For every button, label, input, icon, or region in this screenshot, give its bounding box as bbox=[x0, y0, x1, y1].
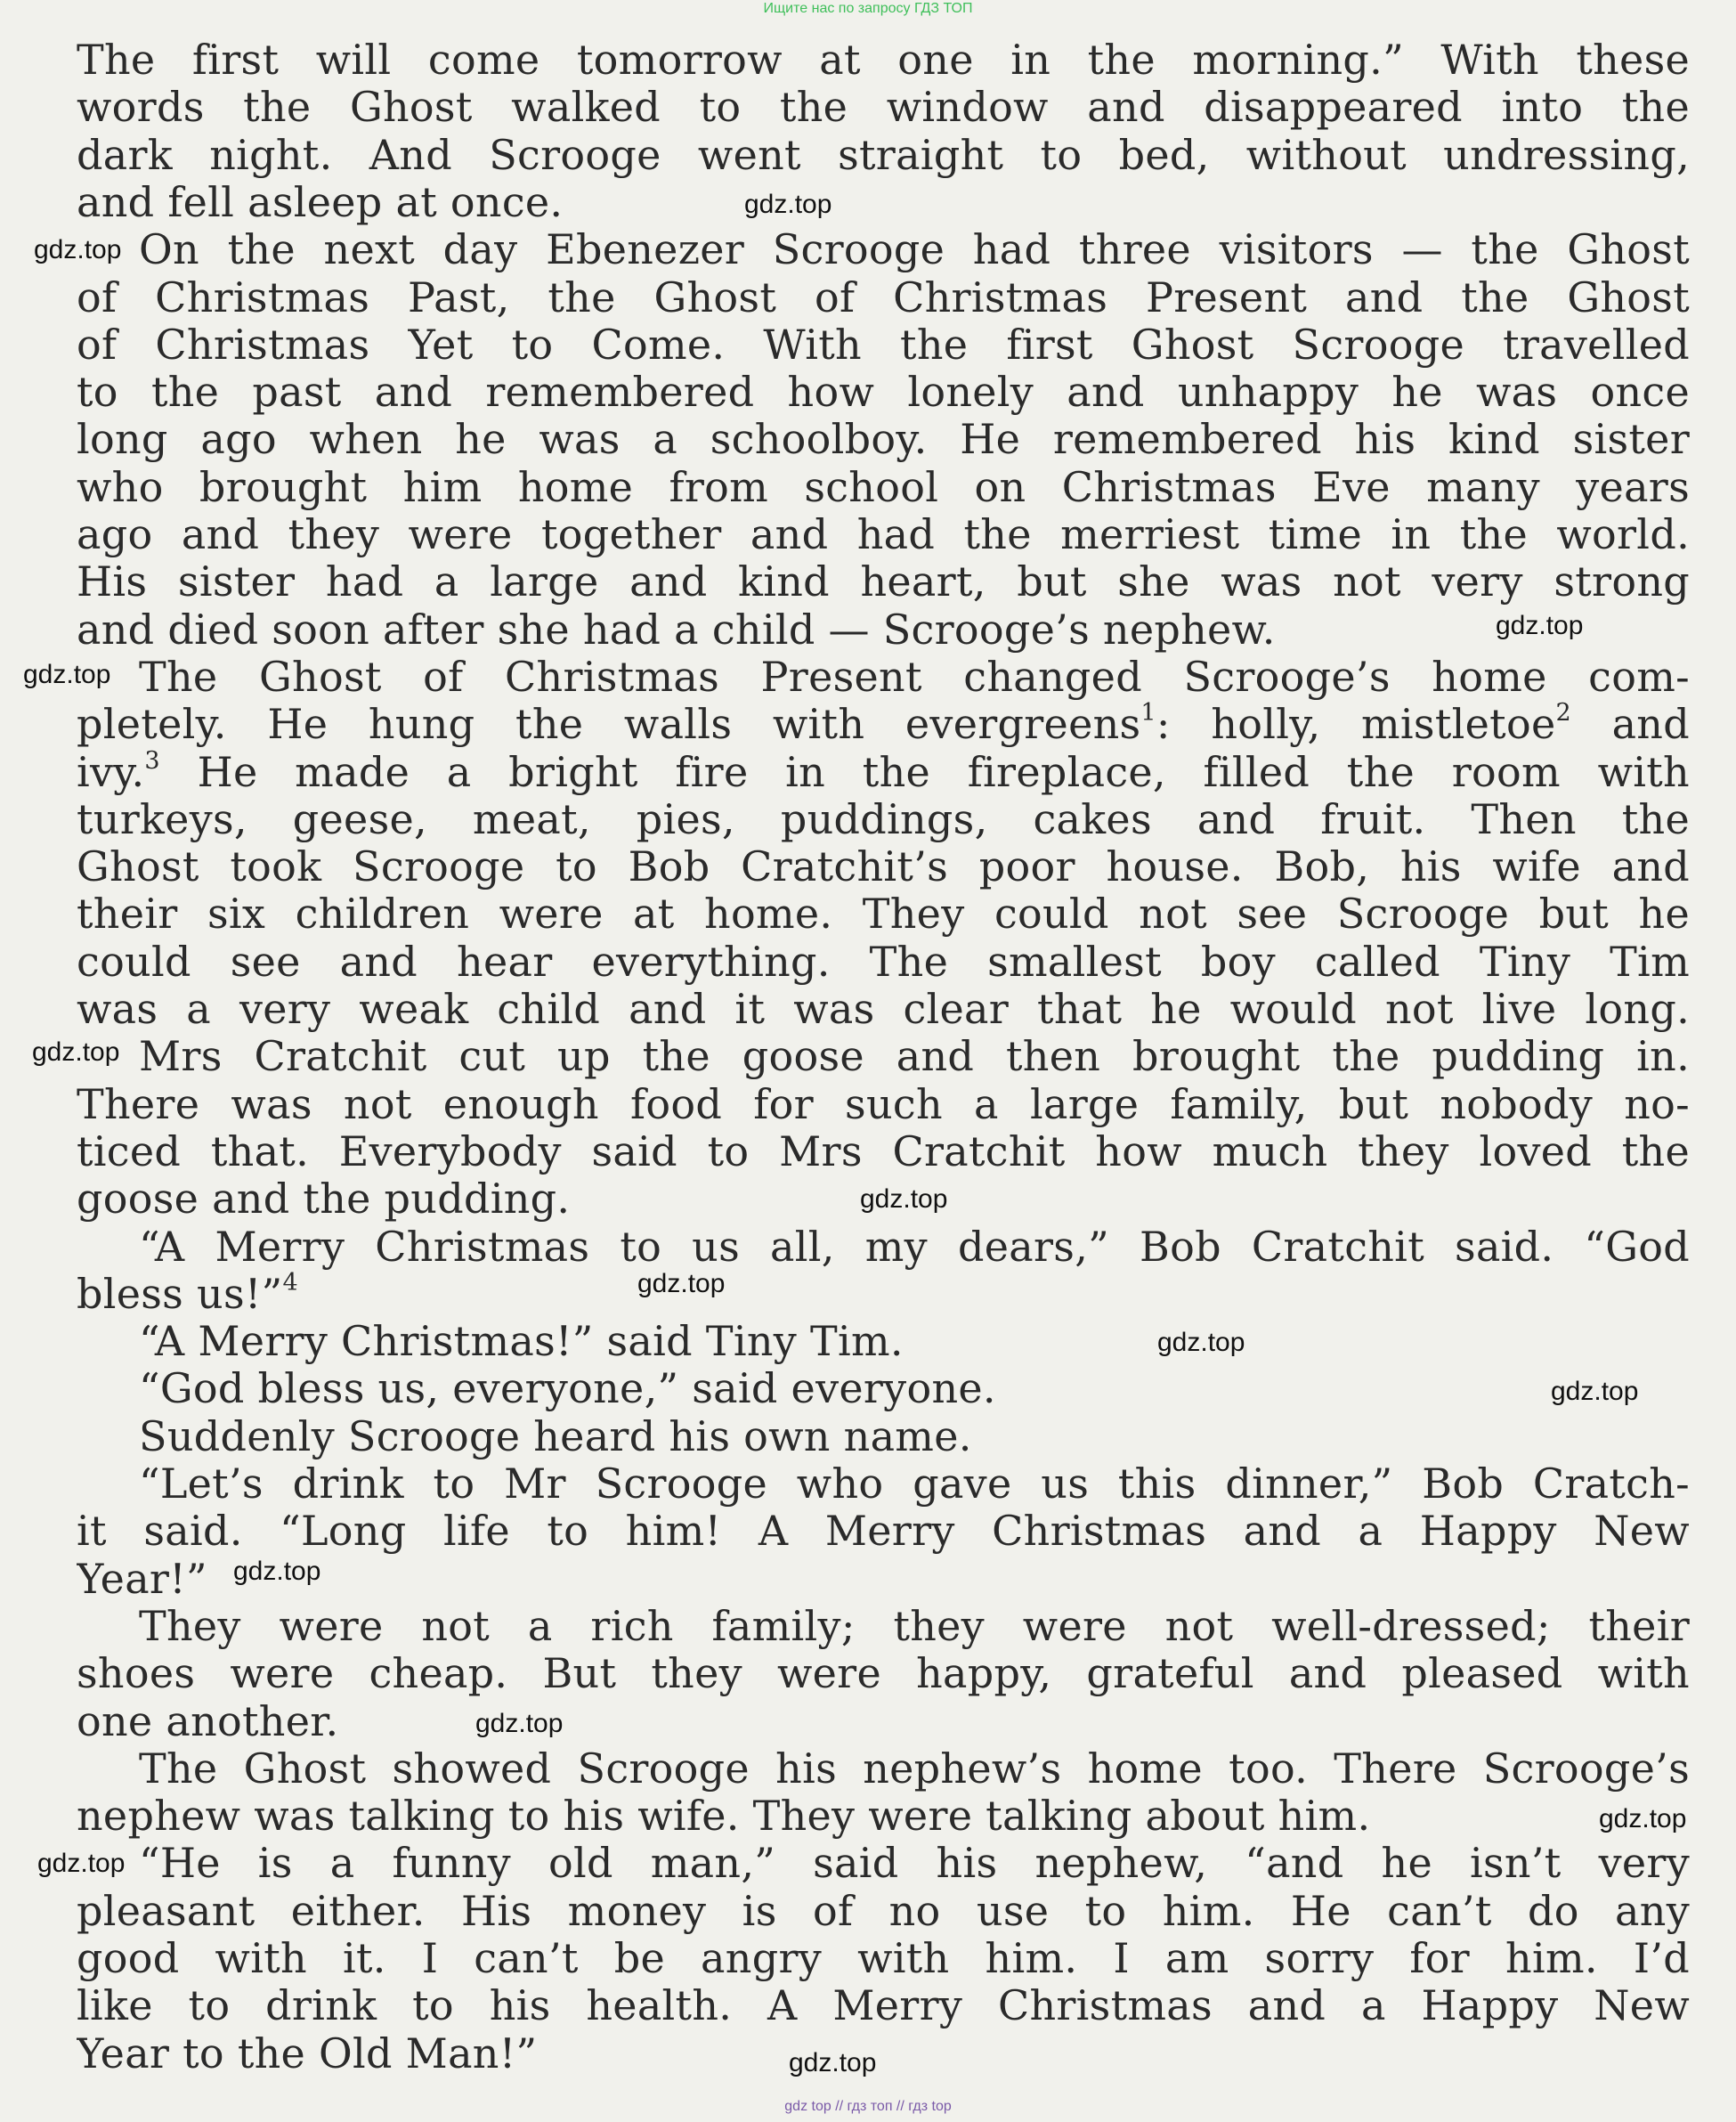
text-line: “God bless us, everyone,” said everyone. bbox=[139, 1364, 996, 1413]
site-footer-note: gdz top // гдз топ // гдз top bbox=[784, 2099, 952, 2114]
watermark-text: gdz.top bbox=[1496, 611, 1584, 640]
watermark-text: gdz.top bbox=[32, 1037, 120, 1067]
text-line: “A Merry Christmas!” said Tiny Tim. bbox=[139, 1317, 904, 1366]
watermark-text: gdz.top bbox=[1599, 1804, 1687, 1833]
text-line: There was not enough food for such a large family, but nobody no- bbox=[77, 1079, 1690, 1128]
watermark-text: gdz.top bbox=[1551, 1377, 1639, 1406]
text-line: long ago when he was a schoolboy. He remembered his kind sister bbox=[77, 415, 1690, 464]
watermark-text: gdz.top bbox=[37, 1849, 126, 1878]
watermark-text: gdz.top bbox=[23, 660, 111, 689]
text-line: The first will come tomorrow at one in the morning.” With these bbox=[77, 36, 1690, 84]
text-line: of Christmas Yet to Come. With the first Ghost Scrooge travelled bbox=[77, 320, 1690, 369]
watermark-text: gdz.top bbox=[860, 1184, 948, 1214]
text-line: Suddenly Scrooge heard his own name. bbox=[139, 1411, 972, 1460]
text-line: one another. bbox=[77, 1696, 339, 1745]
text-fragment: ivy. bbox=[77, 747, 145, 796]
text-line: of Christmas Past, the Ghost of Christmas Present and the Ghost bbox=[77, 272, 1690, 321]
footnote-marker: 1 bbox=[1140, 700, 1156, 728]
footnote-marker: 2 bbox=[1555, 700, 1571, 728]
text-line: His sister had a large and kind heart, but she was not very strong bbox=[77, 557, 1690, 606]
text-line: was a very weak child and it was clear that he would not live long. bbox=[77, 985, 1690, 1033]
text-line: like to drink to his health. A Merry Christmas and a Happy New bbox=[77, 1981, 1690, 2030]
text-fragment: bless us!” bbox=[77, 1269, 283, 1318]
text-line: ticed that. Everybody said to Mrs Cratchit how much they loved the bbox=[77, 1126, 1690, 1175]
watermark-text: gdz.top bbox=[475, 1709, 564, 1738]
text-line: and died soon after she had a child — Scrooge’s nephew. bbox=[77, 605, 1276, 654]
text-line: and fell asleep at once. bbox=[77, 177, 564, 226]
text-line: words the Ghost walked to the window and disappeared into the bbox=[77, 83, 1690, 132]
text-line: The Ghost of Christmas Present changed Scrooge’s home com- bbox=[139, 652, 1690, 701]
text-fragment: pletely. He hung the walls with evergreens bbox=[77, 700, 1141, 749]
text-line: to the past and remembered how lonely and unhappy he was once bbox=[77, 368, 1690, 417]
text-line: Year!” bbox=[77, 1554, 207, 1603]
footnote-marker: 4 bbox=[282, 1269, 298, 1297]
text-line: Ghost took Scrooge to Bob Cratchit’s poor house. Bob, his wife and bbox=[77, 842, 1690, 891]
text-line bbox=[77, 748, 1690, 796]
text-line bbox=[77, 700, 1690, 748]
watermark-text: gdz.top bbox=[233, 1557, 321, 1586]
watermark-text: gdz.top bbox=[789, 2048, 877, 2077]
text-line: On the next day Ebenezer Scrooge had three visitors — the Ghost bbox=[139, 225, 1690, 274]
text-line: dark night. And Scrooge went straight to bed, without undressing, bbox=[77, 130, 1690, 179]
text-line: who brought him home from school on Christmas Eve many years bbox=[77, 462, 1690, 511]
text-line: ago and they were together and had the merriest time in the world. bbox=[77, 510, 1690, 558]
watermark-text: gdz.top bbox=[744, 190, 832, 219]
watermark-text: gdz.top bbox=[637, 1269, 726, 1298]
text-line bbox=[77, 1270, 1690, 1318]
text-line: The Ghost showed Scrooge his nephew’s home too. There Scrooge’s bbox=[139, 1744, 1690, 1793]
text-line: “He is a funny old man,” said his nephew, “and he isn’t very bbox=[139, 1839, 1690, 1888]
text-line: shoes were cheap. But they were happy, grateful and pleased with bbox=[77, 1649, 1690, 1698]
text-line: Year to the Old Man!” bbox=[77, 2029, 538, 2077]
text-line: nephew was talking to his wife. They were talking about him. bbox=[77, 1792, 1371, 1841]
text-line: their six children were at home. They could not see Scrooge but he bbox=[77, 890, 1690, 939]
text-line: They were not a rich family; they were not well-dressed; their bbox=[139, 1601, 1690, 1650]
text-line: Mrs Cratchit cut up the goose and then brought the pudding in. bbox=[139, 1032, 1690, 1081]
text-line: good with it. I can’t be angry with him. I am sorry for him. I’d bbox=[77, 1934, 1690, 1982]
watermark-text: gdz.top bbox=[1157, 1328, 1245, 1357]
text-line: turkeys, geese, meat, pies, puddings, cakes and fruit. Then the bbox=[77, 794, 1690, 843]
text-line: it said. “Long life to him! A Merry Christmas and a Happy New bbox=[77, 1507, 1690, 1556]
watermark-text: gdz.top bbox=[34, 235, 122, 264]
text-line: pleasant either. His money is of no use to him. He can’t do any bbox=[77, 1886, 1690, 1935]
footnote-marker: 3 bbox=[144, 747, 160, 775]
text-fragment: He made a bright fire in the fireplace, filled the room with bbox=[159, 747, 1690, 796]
text-line: “Let’s drink to Mr Scrooge who gave us this dinner,” Bob Cratch- bbox=[139, 1459, 1690, 1508]
text-fragment: : holly, mistletoe bbox=[1156, 700, 1556, 749]
text-fragment: and bbox=[1570, 700, 1690, 749]
text-line: “A Merry Christmas to us all, my dears,” Bob Cratchit said. “God bbox=[139, 1222, 1690, 1271]
text-line: goose and the pudding. bbox=[77, 1175, 571, 1224]
site-search-note: Ищите нас по запросу ГДЗ ТОП bbox=[763, 1, 973, 16]
text-line: could see and hear everything. The smallest boy called Tiny Tim bbox=[77, 937, 1690, 986]
